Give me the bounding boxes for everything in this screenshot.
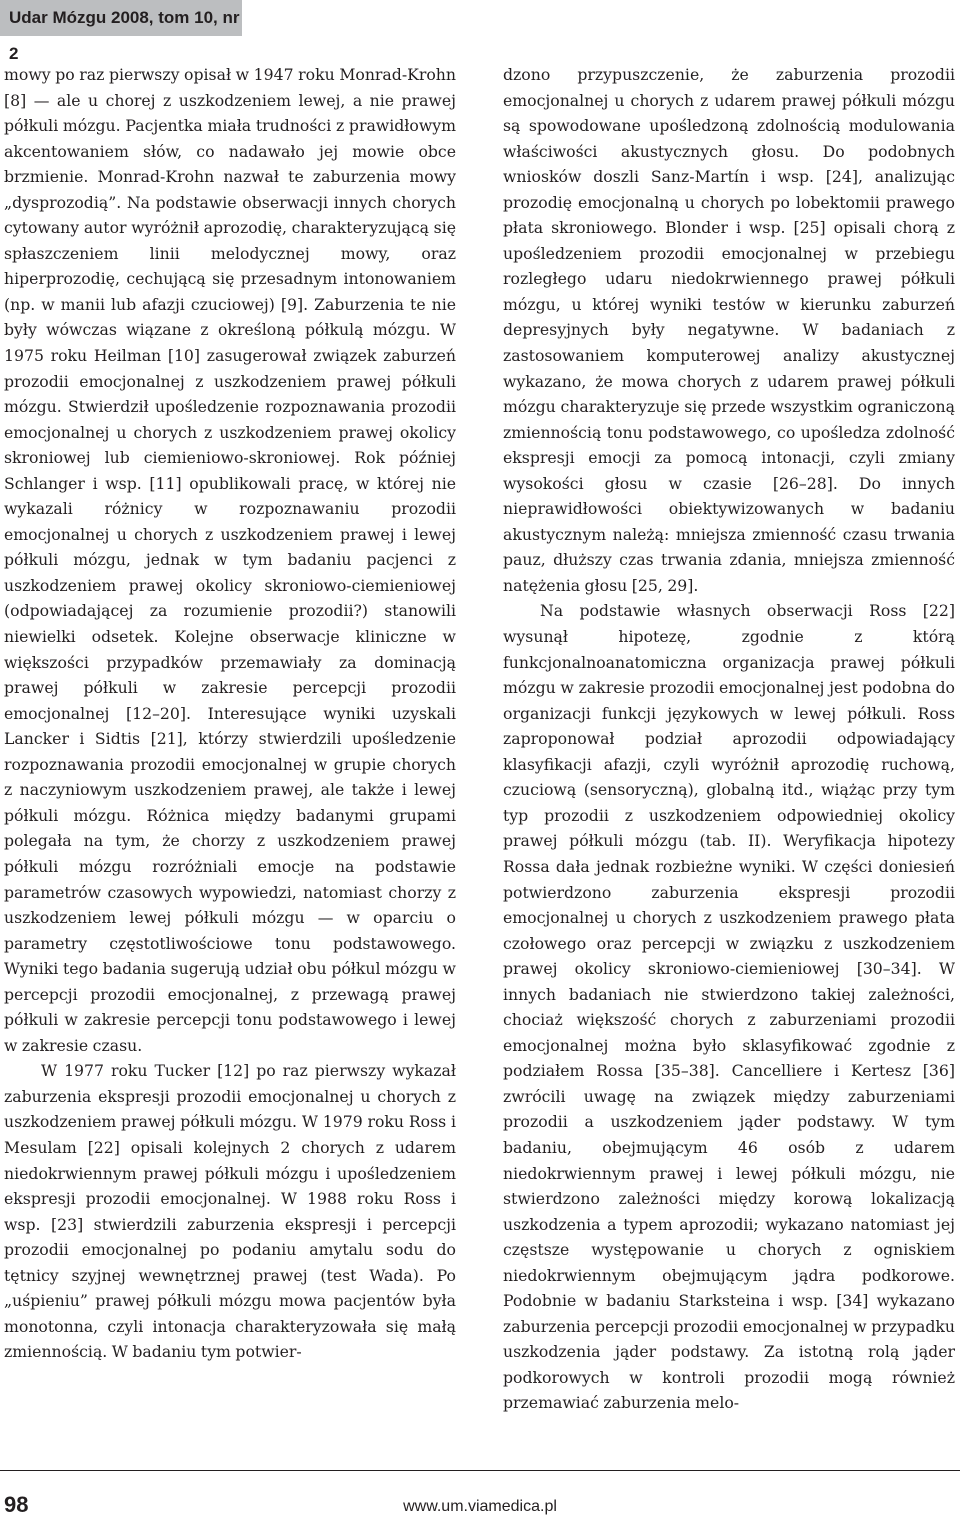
paragraph: Na podstawie własnych obserwacji Ross [22] wysunął hipotezę, zgodnie z którą funkcjonalnoanatomiczna organizacja prawej półkuli mózgu w zakresie prozodii emocjonalnej jest podobna do organizacji funkcji językowych w lewej półkuli. Ross zaproponował podział aprozodii odpowiadający klasyfikacji afazji, czyli wyróżnił aprozodię ruchową, czuciową (sensoryczną), globalną itd., wiążąc przy tym typ prozodii z uszkodzeniem odpowiedniej okolicy prawej półkuli mózgu (tab. II). Weryfikacja hipotezy Rossa dała jednak rozbieżne wyniki. W części doniesień potwierdzono zaburzenia ekspresji prozodii emocjonalnej u chorych z uszkodzeniem prawego płata czołowego oraz percepcji w związku z uszkodzeniem prawej okolicy skroniowo-ciemieniowej [30–34]. W innych badaniach nie stwierdzono takiej zależności, chociaż większość chorych z zaburzeniami prozodii emocjonalnej można było sklasyfikować zgodnie z podziałem Rossa [35–38]. Cancelliere i Kertesz [36] zwrócili uwagę na związek między zaburzeniami prozodii a uszkodzeniem jąder podstawy. W tym badaniu, obejmującym 46 osób z udarem niedokrwiennym prawej i lewej półkuli mózgu, nie stwierdzono zależności między korową lokalizacją uszkodzenia a typem aprozodii; wykazano natomiast jej częstsze występowanie u chorych z ogniskiem niedokrwiennym obejmującym jądra podkorowe. Podobnie w badaniu Starksteina i wsp. [34] wykazano zaburzenia percepcji prozodii emocjonalnej w przypadku uszkodzenia jąder podstawy. Za istotną rolą jąder podkorowych w kontroli prozodii mogą również przemawiać zaburzenia melo- [503, 601, 955, 1413]
text-column-right [503, 62, 955, 1416]
page-number: 98 [4, 1492, 29, 1517]
paragraph: W 1977 roku Tucker [12] po raz pierwszy wykazał zaburzenia ekspresji prozodii emocjonalnej u chorych z uszkodzeniem prawej półkuli mózgu. W 1979 roku Ross i Mesulam [22] opisali kolejnych 2 chorych z udarem niedokrwiennym prawej półkuli mózgu i upośledzeniem ekspresji prozodii emocjonalnej. W 1988 roku Ross i wsp. [23] stwierdzili zaburzenia ekspresji i percepcji prozodii emocjonalnej po podaniu amytalu sodu do tętnicy szyjnej wewnętrznej prawej (test Wada). Po „uśpieniu” prawej półkuli mózgu mowa pacjentów była monotonna, czyli intonacja charakteryzowała się małą zmiennością. W badaniu tym potwier- [4, 1061, 456, 1362]
paragraph: dzono przypuszczenie, że zaburzenia prozodii emocjonalnej u chorych z udarem prawej półkuli mózgu są spowodowane upośledzoną zdolnością modulowania właściwości akustycznych głosu. Do podobnych wniosków doszli Sanz-Martín i wsp. [24], analizując prozodię emocjonalną u chorych po lobektomii prawego płata skroniowego. Blonder i wsp. [25] opisali chorą z upośledzeniem prozodii emocjonalnej w przebiegu rozległego udaru niedokrwiennego prawej półkuli mózgu, u której wyniki testów w kierunku zaburzeń depresyjnych były negatywne. W badaniach z zastosowaniem komputerowej analizy akustycznej wykazano, że mowa chorych z udarem prawej półkuli mózgu charakteryzuje się przede wszystkim ograniczoną zmiennością tonu podstawowego, co upośledza zdolność ekspresji emocji za pomocą intonacji, czyli zmiany wysokości głosu w czasie [26–28]. Do innych nieprawidłowości obiektywizowanych w badaniu akustycznym należą: mniejsza zmienność czasu trwania pauz, dłuższy czas trwania zdania, mniejsza zmienność natężenia głosu [25, 29]. [503, 65, 955, 595]
footer-url[interactable]: www.um.viamedica.pl [403, 1498, 557, 1515]
footer-divider [0, 1470, 960, 1471]
paragraph: mowy po raz pierwszy opisał w 1947 roku Monrad-Krohn [8] — ale u chorej z uszkodzeniem lewej, a nie prawej półkuli mózgu. Pacjentka miała trudności z prawidłowym akcentowaniem słów, co nadawało jej mowie obce brzmienie. Monrad-Krohn nazwał te zaburzenia mowy „dysprozodią”. Na podstawie obserwacji innych chorych cytowany autor wyróżnił aprozodię, charakteryzującą się spłaszczeniem linii melodycznej mowy, oraz hiperprozodię, cechującą się przesadnym intonowaniem (np. w manii lub afazji czuciowej) [9]. Zaburzenia te nie były wówczas wiązane z określoną półkulą mózgu. W 1975 roku Heilman [10] zasugerował związek zaburzeń prozodii emocjonalnej z uszkodzeniem prawej półkuli mózgu. Stwierdził upośledzenie rozpoznawania prozodii emocjonalnej u chorych z uszkodzeniem prawej okolicy skroniowej lub ciemieniowo-skroniowej. Rok później Schlanger i wsp. [11] opublikowali pracę, w której nie wykazali różnicy w rozpoznawaniu prozodii emocjonalnej u chorych z uszkodzeniem prawej i lewej półkuli mózgu, jednak w tym badaniu pacjenci z uszkodzeniem prawej okolicy skroniowo-ciemieniowej (odpowiadającej za rozumienie prozodii?) stanowili niewielki odsetek. Kolejne obserwacje kliniczne w większości przypadków przemawiały za dominacją prawej półkuli w zakresie percepcji prozodii emocjonalnej [12–20]. Interesujące wyniki uzyskali Lancker i Sidtis [21], którzy stwierdzili upośledzenie rozpoznawania prozodii emocjonalnej w grupie chorych z naczyniowym uszkodzeniem prawej, ale także i lewej półkuli mózgu. Różnica między badanymi grupami polegała na tym, że chorzy z uszkodzeniem prawej półkuli mózgu rozróżniali emocje na podstawie parametrów czasowych wypowiedzi, natomiast chorzy z uszkodzeniem lewej półkuli mózgu — w oparciu o parametry częstotliwościowe tonu podstawowego. Wyniki tego badania sugerują udział obu półkul mózgu w percepcji prozodii emocjonalnej, z przewagą prawej półkuli w zakresie percepcji tonu podstawowego i lewej w zakresie czasu. [4, 65, 456, 1055]
journal-header: Udar Mózgu 2008, tom 10, nr 2 [0, 0, 242, 36]
text-column-left [4, 62, 456, 1365]
